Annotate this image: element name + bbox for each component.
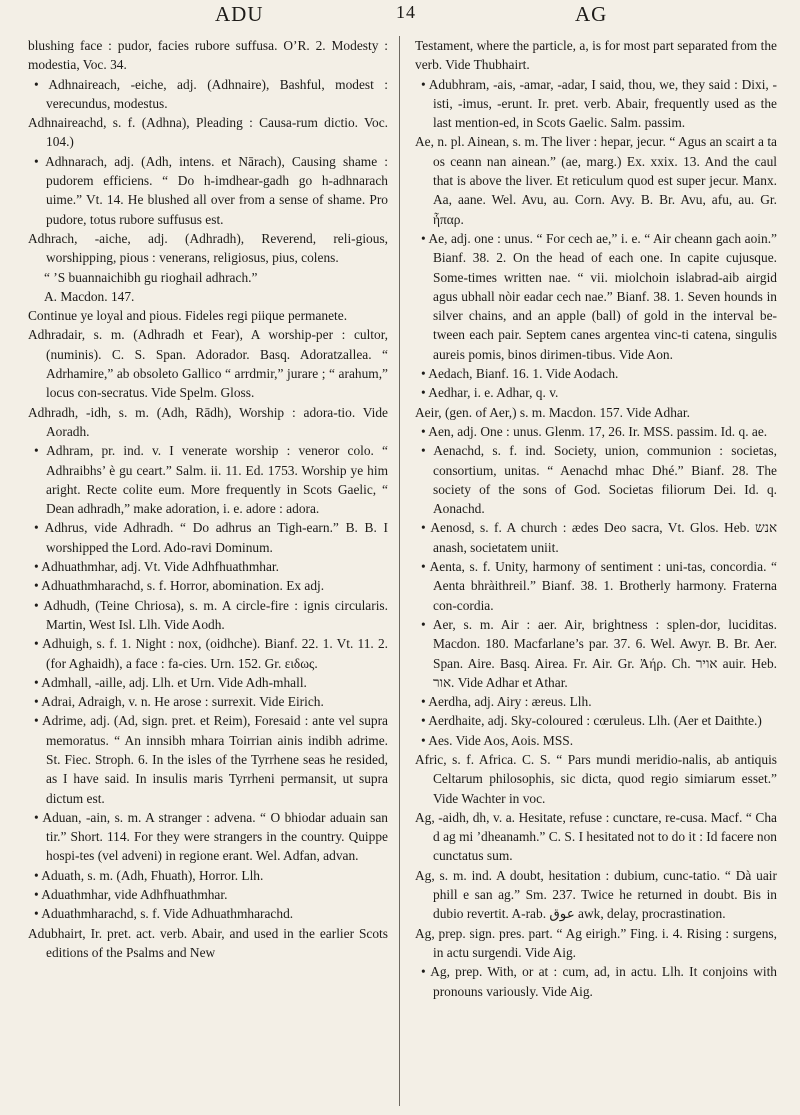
dictionary-entry: • Adubhram, -ais, -amar, -adar, I said, thou, we, they said : Dixi, -isti, -imus, -erunt. Ir. pret. verb. Abair, frequently used as the last mention-ed, in Scots Gaelic. Salm. passim. xyxy=(421,76,777,131)
dictionary-entry: Continue ye loyal and pious. Fideles regi piique permanete. xyxy=(28,308,348,324)
dictionary-entry: • Aduan, -ain, s. m. A stranger : advena. “ O bhiodar aduain san tir.” Short. 114. For they were strangers in the country. Quippe hospi-tes (vel adveni) in regione erant. Wel. Adfan, advan. xyxy=(34,809,388,864)
dictionary-entry: Aeir, (gen. of Aer,) s. m. Macdon. 157. Vide Adhar. xyxy=(415,404,690,420)
left-column xyxy=(28,36,388,962)
dictionary-entry: • Aes. Vide Aos, Aois. MSS. xyxy=(421,732,574,748)
dictionary-entry: • Aen, adj. One : unus. Glenm. 17, 26. Ir. MSS. passim. Id. q. ae. xyxy=(421,423,768,439)
dictionary-entry: • Adrime, adj. (Ad, sign. pret. et Reim), Foresaid : ante vel supra memoratus. “ An innsibh mhara Toirrian ainis indibh adrime. St. Fiec. Stroph. 6. In the isles of the Tyrrhene seas he resided, as I have said. In insulis maris Tyrrheni permansit, ut supra dictum est. xyxy=(34,713,388,806)
dictionary-entry: • Adhuathmharachd, s. f. Horror, abomination. Ex adj. xyxy=(34,578,325,594)
dictionary-entry: • Adrai, Adraigh, v. n. He arose : surrexit. Vide Eirich. xyxy=(34,694,324,710)
dictionary-entry: Adhrach, -aiche, adj. (Adhradh), Reverend, reli-gious, worshipping, pious : venerans, religiosus, pius, colens. xyxy=(28,230,388,266)
column-divider xyxy=(399,36,400,1106)
dictionary-entry: • Adhuathmhar, adj. Vt. Vide Adhfhuathmhar. xyxy=(34,559,279,575)
right-column xyxy=(415,36,777,1001)
dictionary-entry: • Aduathmhar, vide Adhfhuathmhar. xyxy=(34,887,228,903)
dictionary-entry: “ ’S buannaichibh gu rioghail adhrach.” xyxy=(44,269,258,285)
dictionary-entry: • Aerdhaite, adj. Sky-coloured : cœruleus. Llh. (Aer et Daithte.) xyxy=(421,713,762,729)
dictionary-entry: Adhradair, s. m. (Adhradh et Fear), A worship-per : cultor, (numinis). C. S. Span. Adorador. Basq. Adoratzallea. “ Adrhamire,” ab obsoleto Gallico “ arrdmir,” jurare ; “ arahum,” locus con-secratus. Vide Spelm. Gloss. xyxy=(28,327,388,401)
dictionary-entry: • Adhnaireach, -eiche, adj. (Adhnaire), Bashful, modest : verecundus, modestus. xyxy=(34,76,388,111)
dictionary-entry: • Aer, s. m. Air : aer. Air, brightness : splen-dor, luciditas. Macdon. 180. Macfarlane’s par. 37. 6. Wel. Awyr. B. Br. Aer. Span. Aire. Basq. Airea. Fr. Air. Gr. Ἀήρ. Ch. אויר auir. Heb. אור. Vide Adhar et Athar. xyxy=(421,616,777,690)
dictionary-entry: Afric, s. f. Africa. C. S. “ Pars mundi meridio-nalis, ab antiquis Celtarum philosophis, sic dicta, quod regio simiarum esset.” Vide Wachter in voc. xyxy=(415,751,777,806)
dictionary-entry: • Admhall, -aille, adj. Llh. et Urn. Vide Adh-mhall. xyxy=(34,674,307,690)
dictionary-entry: • Aedhar, i. e. Adhar, q. v. xyxy=(421,385,559,401)
dictionary-entry: blushing face : pudor, facies rubore suffusa. O’R. 2. Modesty : modestia, Voc. 34. xyxy=(28,38,388,73)
dictionary-entry: Adhradh, -idh, s. m. (Adh, Rādh), Worship : adora-tio. Vide Aoradh. xyxy=(28,404,388,439)
dictionary-entry: • Aduathmharachd, s. f. Vide Adhuathmharachd. xyxy=(34,906,294,922)
dictionary-entry: • Adhrus, vide Adhradh. “ Do adhrus an Tigh-earn.” B. B. I worshipped the Lord. Ado-ravi Dominum. xyxy=(34,520,388,555)
dictionary-entry: Adhnaireachd, s. f. (Adhna), Pleading : Causa-rum dictio. Voc. 104.) xyxy=(28,115,388,150)
dictionary-entry: • Adhudh, (Teine Chriosa), s. m. A circle-fire : ignis circularis. Martin, West Isl. Llh. Vide Aodh. xyxy=(34,597,388,632)
dictionary-entry: • Aenta, s. f. Unity, harmony of sentiment : uni-tas, concordia. “ Aenta bhràithreil.” Bianf. 38. 1. Brotherly harmony. Fraterna con-cordia. xyxy=(421,559,777,613)
dictionary-entry: • Ae, adj. one : unus. “ For cech ae,” i. e. “ Air cheann gach aoin.” Bianf. 38. 2. On the head of each one. In capite cujusque. Some-times written nae. “ vii. miolchoin islabrad-aib airgid agus ubhall nòir eadar cech nae.” Bianf. 38. 1. Seven hounds in silver chains, and an apple (ball) of gold in the interval be-tween each pair. Septem canes argentea vinc-ti catena, singulis aureis pomis, binos dirimen-tibus. Vide Aon. xyxy=(421,230,777,362)
dictionary-entry: Adubhairt, Ir. pret. act. verb. Abair, and used in the earlier Scots editions of the Psalms and New xyxy=(28,925,388,960)
dictionary-entry: Ag, prep. sign. pres. part. “ Ag eirigh.” Fing. i. 4. Rising : surgens, in actu surgendi. Vide Aig. xyxy=(415,925,777,960)
dictionary-entry: • Ag, prep. With, or at : cum, ad, in actu. Llh. It conjoins with pronouns variously. Vide Aig. xyxy=(421,964,777,999)
header-left-guideword: ADU xyxy=(215,2,264,26)
dictionary-entry: • Aerdha, adj. Airy : æreus. Llh. xyxy=(421,694,592,710)
dictionary-entry: • Aedach, Bianf. 16. 1. Vide Aodach. xyxy=(421,366,619,382)
dictionary-entry: • Aenosd, s. f. A church : ædes Deo sacra, Vt. Glos. Heb. אנש anash, societatem uniit. xyxy=(421,520,777,555)
dictionary-entry: A. Macdon. 147. xyxy=(44,288,135,304)
header-right-guideword: AG xyxy=(575,2,608,26)
dictionary-entry: • Adhram, pr. ind. v. I venerate worship : veneror colo. “ Adhraibhs’ è gu ceart.” Salm. ii. 11. Ed. 1753. Worship ye him aright. Recte colite eum. More frequently in Scots Gaelic, “ Dean adhradh,” make adoration, i. e. adore : adora. xyxy=(34,443,388,517)
dictionary-entry: • Adhuigh, s. f. 1. Night : nox, (oidhche). Bianf. 22. 1. Vt. 11. 2. (for Aghaidh), a face : fa-cies. Urn. 152. Gr. ειδως. xyxy=(34,636,388,671)
dictionary-entry: • Adhnarach, adj. (Adh, intens. et Nārach), Causing shame : pudorem efficiens. “ Do h-imdhear-gadh go h-adhnarach uime.” Vt. 14. He blushed all over from a sense of shame. Pro pudore, totus rubore suffusus est. xyxy=(34,153,388,227)
dictionary-entry: • Aenachd, s. f. ind. Society, union, communion : societas, consortium, unitas. “ Aenachd mhac Dhé.” Bianf. 28. The society of the sons of God. Societas filiorum Dei. Id. q. Aonachd. xyxy=(421,443,777,517)
page-number: 14 xyxy=(396,2,416,22)
dictionary-entry: Ag, -aidh, dh, v. a. Hesitate, refuse : cunctare, re-cusa. Macf. “ Cha d ag mi ’dheanamh.” C. S. I hesitated not to do it : Id facere non cunctatus sum. xyxy=(415,809,777,864)
dictionary-entry: Ag, s. m. ind. A doubt, hesitation : dubium, cunc-tatio. “ Dà uair phill e san ag.” Sm. 237. Twice he returned in doubt. Bis in dubio revertit. A-rab. عوق awk, delay, procrastination. xyxy=(415,867,777,922)
dictionary-entry: Ae, n. pl. Ainean, s. m. The liver : hepar, jecur. “ Agus an scairt a ta os ceann nan ainean.” (ae, marg.) Ex. xxix. 13. And the caul that is above the liver. Et reticulum quod est super jecur. Manx. Aa, aane. Wel. Avu, au. Corn. Avy. B. Br. Avu, afu, au. Gr. ἧπαρ. xyxy=(415,134,777,227)
dictionary-entry: • Aduath, s. m. (Adh, Fhuath), Horror. Llh. xyxy=(34,867,264,883)
dictionary-entry: Testament, where the particle, a, is for most part separated from the verb. Vide Thubhairt. xyxy=(415,38,777,73)
running-header xyxy=(0,2,800,32)
